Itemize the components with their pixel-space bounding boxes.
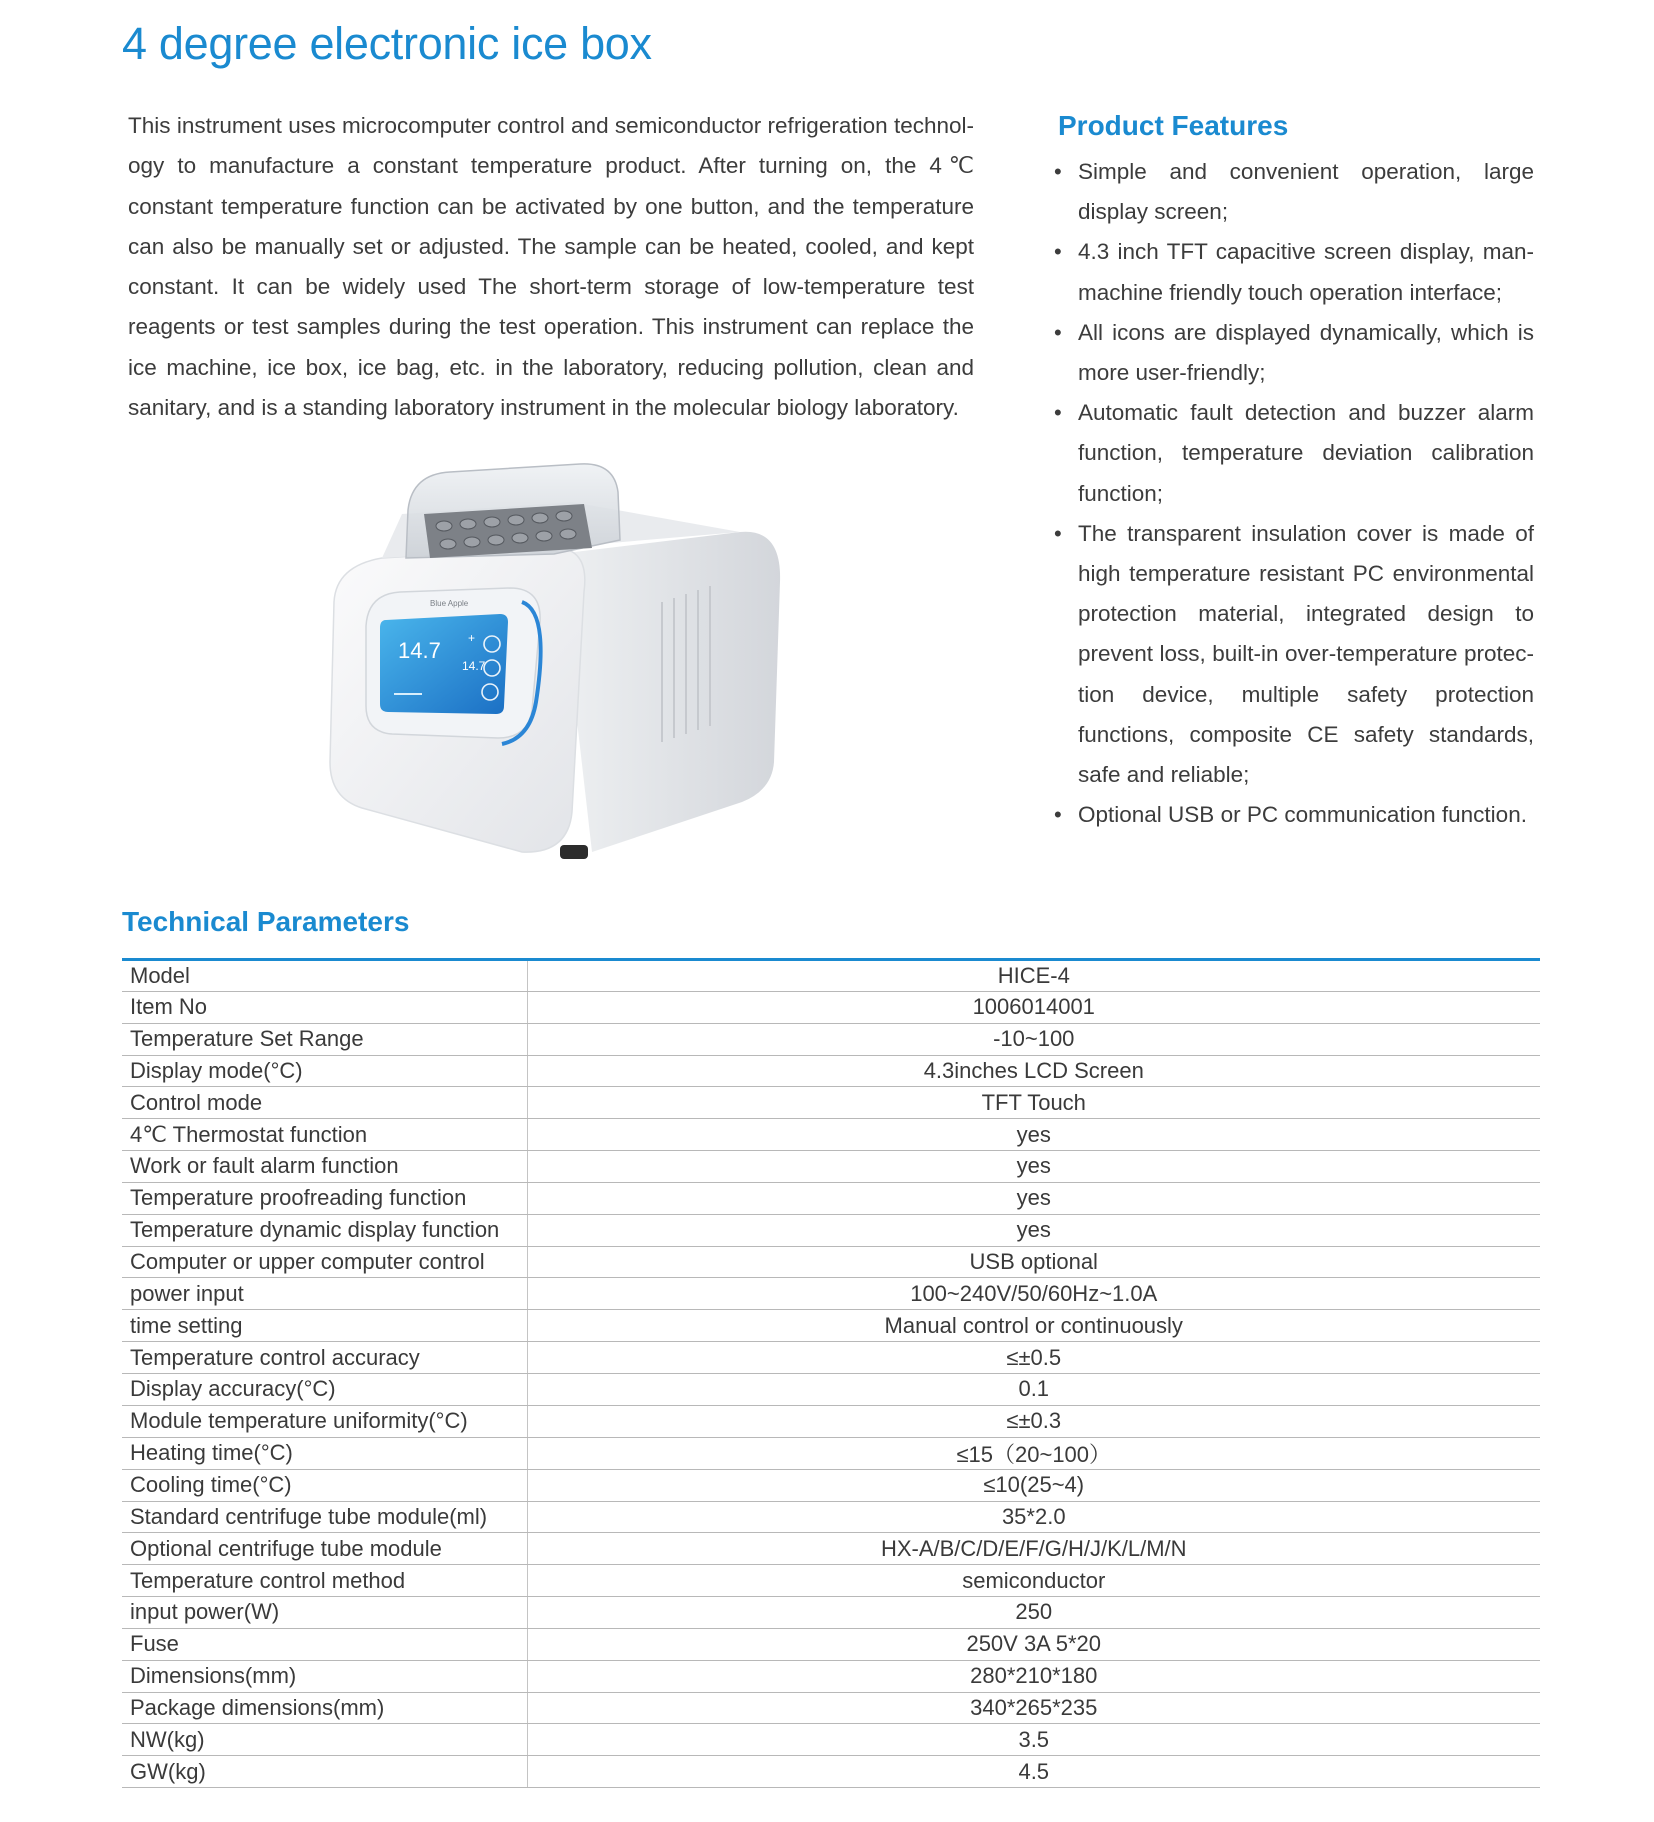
- feature-text: Optional USB or PC communication function.: [1078, 802, 1527, 828]
- param-name: 4℃ Thermostat function: [122, 1119, 527, 1151]
- table-row: [122, 991, 1540, 1023]
- device-screen: [380, 614, 508, 714]
- param-value: ≤±0.5: [527, 1342, 1540, 1374]
- table-row: [122, 1501, 1540, 1533]
- param-name: Package dimensions(mm): [122, 1692, 527, 1724]
- param-value: semiconductor: [527, 1565, 1540, 1597]
- feature-item: [1052, 795, 1534, 835]
- param-name: Temperature proofreading function: [122, 1182, 527, 1214]
- table-row: [122, 1087, 1540, 1119]
- device-screen-small-value: 14.7: [462, 659, 486, 673]
- param-name: Control mode: [122, 1087, 527, 1119]
- table-row: [122, 1246, 1540, 1278]
- bullet-icon: •: [1054, 802, 1062, 828]
- feature-item: [1052, 152, 1534, 232]
- param-name: Item No: [122, 991, 527, 1023]
- param-name: input power(W): [122, 1597, 527, 1629]
- intro-paragraph: This instrument uses microcomputer control and semiconductor refrigeration technol-ogy to manufacture a constant temperature product. After turning on, the 4℃ constant temperature function can be activated by one button, and the temperature can also be manually set or adjusted. The sample can be heated, cooled, and kept constant. It can be widely used The short-term storage of low-temperature test reagents or test samples during the test operation. This instrument can replace the ice machine, ice box, ice bag, etc. in the laboratory, reducing pollution, clean and sanitary, and is a standing laboratory instrument in the molecular biology laboratory.: [128, 113, 974, 421]
- param-value: 250: [527, 1597, 1540, 1629]
- bullet-icon: •: [1054, 520, 1062, 546]
- table-row: [122, 1469, 1540, 1501]
- ice-box-device-image: [322, 462, 782, 862]
- param-value: yes: [527, 1151, 1540, 1183]
- param-value: TFT Touch: [527, 1087, 1540, 1119]
- param-value: 3.5: [527, 1724, 1540, 1756]
- param-name: Display mode(°C): [122, 1055, 527, 1087]
- table-row: [122, 960, 1540, 992]
- bullet-icon: •: [1054, 400, 1062, 426]
- table-row: [122, 1756, 1540, 1788]
- param-value: HX-A/B/C/D/E/F/G/H/J/K/L/M/N: [527, 1533, 1540, 1565]
- table-row: [122, 1533, 1540, 1565]
- table-row: [122, 1119, 1540, 1151]
- table-row: [122, 1023, 1540, 1055]
- param-value: Manual control or continuously: [527, 1310, 1540, 1342]
- feature-item: [1052, 393, 1534, 514]
- table-row: [122, 1628, 1540, 1660]
- device-screen-plus: +: [468, 631, 476, 645]
- param-value: -10~100: [527, 1023, 1540, 1055]
- technical-heading: Technical Parameters: [122, 906, 410, 937]
- param-name: Dimensions(mm): [122, 1660, 527, 1692]
- param-name: power input: [122, 1278, 527, 1310]
- table-row: [122, 1182, 1540, 1214]
- param-value: 100~240V/50/60Hz~1.0A: [527, 1278, 1540, 1310]
- table-row: [122, 1278, 1540, 1310]
- table-row: [122, 1565, 1540, 1597]
- feature-item: [1052, 232, 1534, 312]
- param-value: 1006014001: [527, 991, 1540, 1023]
- param-name: Temperature Set Range: [122, 1023, 527, 1055]
- table-row: [122, 1724, 1540, 1756]
- param-name: Optional centrifuge tube module: [122, 1533, 527, 1565]
- page-title: 4 degree electronic ice box: [122, 18, 652, 69]
- param-name: GW(kg): [122, 1756, 527, 1788]
- table-row: [122, 1692, 1540, 1724]
- param-value: yes: [527, 1214, 1540, 1246]
- feature-text: Automatic fault detection and buzzer alarm function, temperature deviation calibration function;: [1078, 400, 1534, 506]
- param-name: Display accuracy(°C): [122, 1373, 527, 1405]
- param-name: Work or fault alarm function: [122, 1151, 527, 1183]
- bullet-icon: •: [1054, 159, 1062, 184]
- param-value: USB optional: [527, 1246, 1540, 1278]
- param-name: Cooling time(°C): [122, 1469, 527, 1501]
- feature-item: [1052, 514, 1534, 795]
- bullet-icon: •: [1054, 239, 1062, 265]
- table-row: [122, 1055, 1540, 1087]
- table-row: [122, 1214, 1540, 1246]
- param-name: Temperature dynamic display function: [122, 1214, 527, 1246]
- param-value: 280*210*180: [527, 1660, 1540, 1692]
- param-value: ≤15（20~100）: [527, 1437, 1540, 1469]
- param-name: Heating time(°C): [122, 1437, 527, 1469]
- table-row: [122, 1597, 1540, 1629]
- features-list: [1052, 152, 1534, 835]
- param-value: ≤±0.3: [527, 1405, 1540, 1437]
- param-value: 4.3inches LCD Screen: [527, 1055, 1540, 1087]
- features-heading: Product Features: [1058, 110, 1289, 141]
- param-value: 250V 3A 5*20: [527, 1628, 1540, 1660]
- device-screen-main-value: 14.7: [398, 638, 441, 663]
- device-brand: Blue Apple: [430, 599, 469, 608]
- feature-item: [1052, 313, 1534, 393]
- table-row: [122, 1373, 1540, 1405]
- table-row: [122, 1151, 1540, 1183]
- table-row: [122, 1310, 1540, 1342]
- feature-text: Simple and convenient operation, large display screen;: [1078, 159, 1534, 225]
- device-foot: [560, 845, 588, 859]
- param-value: yes: [527, 1182, 1540, 1214]
- param-name: Temperature control method: [122, 1565, 527, 1597]
- param-name: NW(kg): [122, 1724, 527, 1756]
- feature-text: All icons are displayed dynamically, which is more user-friendly;: [1078, 319, 1534, 386]
- table-row: [122, 1342, 1540, 1374]
- param-value: 0.1: [527, 1373, 1540, 1405]
- table-row: [122, 1405, 1540, 1437]
- bullet-icon: •: [1054, 319, 1062, 345]
- param-value: HICE-4: [527, 960, 1540, 992]
- param-name: Standard centrifuge tube module(ml): [122, 1501, 527, 1533]
- param-value: 4.5: [527, 1756, 1540, 1788]
- param-value: yes: [527, 1119, 1540, 1151]
- param-name: time setting: [122, 1310, 527, 1342]
- feature-text: 4.3 inch TFT capacitive screen display, man-machine friendly touch operation interface;: [1078, 239, 1534, 305]
- technical-parameters-table: [122, 958, 1540, 1788]
- table-row: [122, 1437, 1540, 1469]
- table-row: [122, 1660, 1540, 1692]
- feature-text: The transparent insulation cover is made of high temperature resistant PC environmental protection material, integrated design to prevent loss, built-in over-temperature protec-tion device, multiple safety protection functions, composite CE safety standards, safe and reliable;: [1078, 520, 1534, 788]
- param-value: 35*2.0: [527, 1501, 1540, 1533]
- param-name: Model: [122, 960, 527, 992]
- param-name: Computer or upper computer control: [122, 1246, 527, 1278]
- param-value: ≤10(25~4): [527, 1469, 1540, 1501]
- param-name: Fuse: [122, 1628, 527, 1660]
- param-name: Module temperature uniformity(°C): [122, 1405, 527, 1437]
- param-value: 340*265*235: [527, 1692, 1540, 1724]
- param-name: Temperature control accuracy: [122, 1342, 527, 1374]
